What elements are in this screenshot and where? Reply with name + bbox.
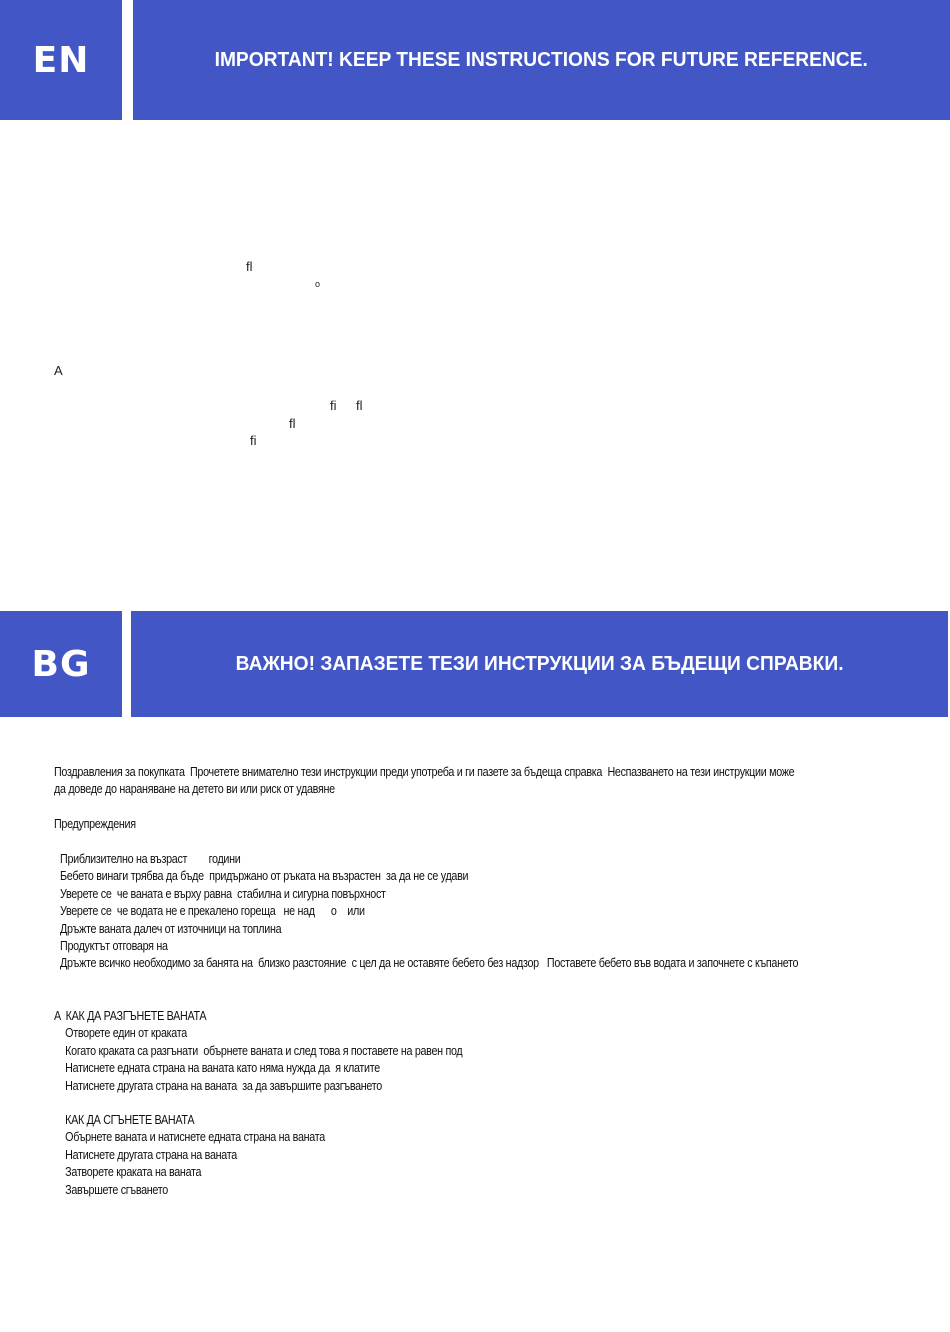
unfold-step: Когато краката са разгънати обърнете ваната и след това я поставете на равен под <box>65 1043 463 1058</box>
fold-step: Затворете краката на ваната <box>65 1165 202 1180</box>
unfold-step: Натиснете другата страна на ваната за да завършите разгъването <box>65 1078 382 1093</box>
warning-item: Бебето винаги трябва да бъде придържано от ръката на възрастен за да не се удави <box>60 869 469 884</box>
warning-item: Уверете се че ваната е върху равна стабилна и сигурна повърхност <box>60 886 386 901</box>
fold-step: Натиснете другата страна на ваната <box>65 1147 237 1162</box>
bg-intro-line: да доведе до нараняване на детето ви или риск от удавяне <box>54 782 335 797</box>
bg-language-code: BG <box>31 643 91 685</box>
bg-header-title: ВАЖНО! ЗАПАЗЕТЕ ТЕЗИ ИНСТРУКЦИИ ЗА БЪДЕЩИ СПРАВКИ. <box>235 652 844 675</box>
en-stray-glyph: ﬁ <box>250 433 257 448</box>
en-stray-glyph: ﬁ <box>330 398 337 413</box>
unfold-step: Натиснете едната страна на ваната като няма нужда да я клатите <box>65 1061 380 1076</box>
unfold-step: Отворете един от краката <box>65 1026 187 1041</box>
bg-unfold-section <box>54 1008 462 1095</box>
en-header-title: IMPORTANT! KEEP THESE INSTRUCTIONS FOR FUTURE REFERENCE. <box>214 48 869 71</box>
bg-header-band <box>131 611 948 717</box>
bg-intro <box>54 764 794 799</box>
en-header-band <box>133 0 950 120</box>
bg-fold-section <box>54 1112 325 1199</box>
en-language-badge <box>0 0 122 120</box>
en-language-code: EN <box>32 39 90 81</box>
unfold-heading: A КАК ДА РАЗГЪНЕТЕ ВАНАТА <box>54 1009 207 1023</box>
warning-item: Дръжте ваната далеч от източници на топлина <box>60 921 282 936</box>
en-stray-glyph: ﬂ <box>246 259 253 274</box>
bg-language-badge <box>0 611 122 717</box>
fold-step: Обърнете ваната и натиснете едната страна на ваната <box>65 1130 325 1145</box>
warning-item: Дръжте всичко необходимо за банята на близко разстояние с цел да не оставяте бебето без надзор Поставете бебето във водата и започнете с къпането <box>60 956 799 971</box>
en-stray-glyph: o <box>315 279 321 289</box>
fold-heading: КАК ДА СГЪНЕТЕ ВАНАТА <box>65 1113 195 1127</box>
warning-item: Продуктът отговаря на <box>60 939 168 954</box>
fold-step: Завършете сгъването <box>65 1182 168 1197</box>
en-stray-glyph: ﬂ <box>356 398 363 413</box>
bg-intro-line: Поздравления за покупката Прочетете внимателно тези инструкции преди употреба и ги пазете за бъдеща справка Неспазването на тези инструкции може <box>54 765 795 779</box>
en-stray-glyph: ﬂ <box>289 416 296 431</box>
bg-warnings-heading <box>54 816 136 833</box>
warnings-heading: Предупреждения <box>54 817 136 831</box>
en-stray-glyph: A <box>54 363 63 378</box>
bg-warnings-list <box>54 851 798 973</box>
warning-item: Уверете се че водата не е прекалено гореща не над o или <box>60 904 365 919</box>
warning-item: Приблизително на възраст години <box>60 852 241 866</box>
